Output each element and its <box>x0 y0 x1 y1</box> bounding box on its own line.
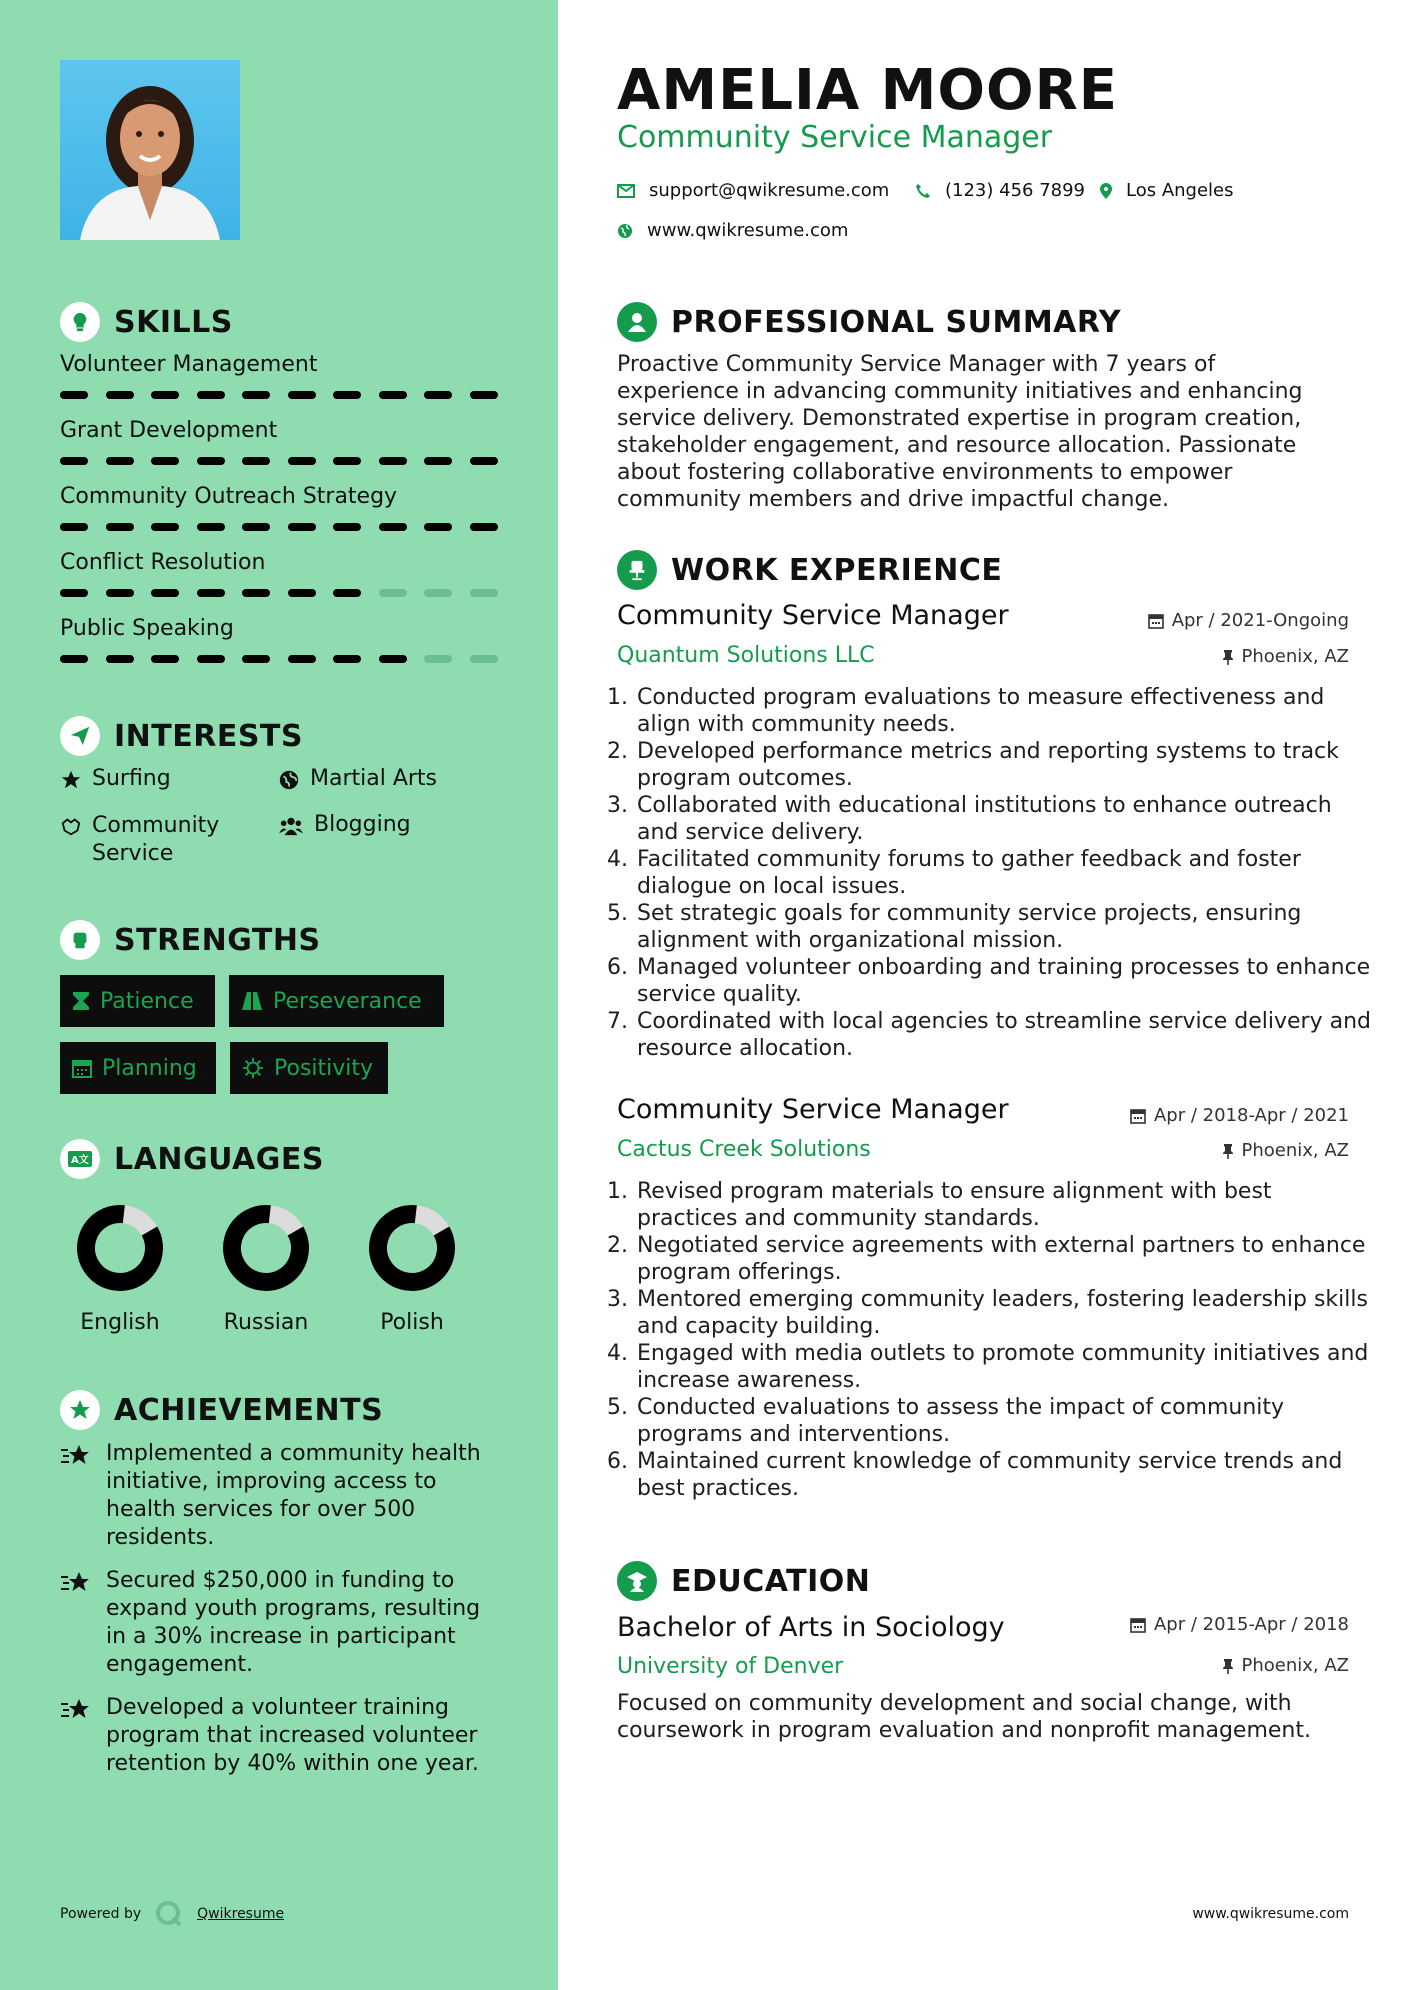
achievement-item <box>60 1440 500 1552</box>
duty-item: 2. Developed performance metrics and reporting systems to track program outcomes. <box>635 738 1375 792</box>
footer-website[interactable]: www.qwikresume.com <box>1192 1906 1349 1922</box>
lightbulb-icon <box>60 302 100 342</box>
section-title: PROFESSIONAL SUMMARY <box>671 304 1122 340</box>
users-icon <box>278 815 304 837</box>
fist-icon <box>60 920 100 960</box>
education-location-text: Phoenix, AZ <box>1241 1655 1349 1676</box>
skill-dash-filled <box>470 523 498 531</box>
sun-icon <box>242 1057 264 1079</box>
section-title: WORK EXPERIENCE <box>671 552 1003 588</box>
section-title: EDUCATION <box>671 1563 871 1599</box>
summary-text: Proactive Community Service Manager with 7 years of experience in advancing community initiatives and enhancing service delivery. Demonstrated expertise in program creation, stakeholder engagement, and resource allocation. Passionate about fostering collaborative environments to empower community members and drive impactful change. <box>617 352 1303 512</box>
email-text: support@qwikresume.com <box>649 180 890 201</box>
powered-by <box>60 1900 284 1928</box>
skill-dash-filled <box>333 589 361 597</box>
skill-dash-filled <box>242 457 270 465</box>
skill-dash-filled <box>197 391 225 399</box>
pushpin-icon <box>1222 1143 1234 1159</box>
skill-dash-filled <box>379 523 407 531</box>
job-dates-text: Apr / 2021-Ongoing <box>1171 610 1349 631</box>
section-title: STRENGTHS <box>114 922 321 958</box>
company-name: Cactus Creek Solutions <box>617 1137 871 1162</box>
skill-dash-filled <box>106 523 134 531</box>
skill-dash-filled <box>379 457 407 465</box>
achievement-text: Developed a volunteer training program that increased volunteer retention by 40% within one year. <box>106 1695 479 1776</box>
duty-item: 6. Maintained current knowledge of community service trends and best practices. <box>635 1448 1375 1502</box>
interest-label: Community Service <box>92 813 220 866</box>
skills-header <box>60 302 233 342</box>
skill-dash-filled <box>242 391 270 399</box>
skill-dash-filled <box>151 391 179 399</box>
strength-tag <box>60 1042 216 1094</box>
contact-website[interactable] <box>617 220 848 241</box>
svg-text:A文: A文 <box>71 1155 89 1166</box>
school-name: University of Denver <box>617 1654 844 1679</box>
job-location-text: Phoenix, AZ <box>1241 1140 1349 1161</box>
handshake-icon <box>60 815 82 837</box>
skill-dash-filled <box>60 457 88 465</box>
location-text: Los Angeles <box>1126 180 1234 201</box>
skill-dash-filled <box>333 391 361 399</box>
interests-header <box>60 716 303 756</box>
contact-phone[interactable] <box>915 180 1085 201</box>
skill-bar <box>60 391 500 399</box>
language-name: Polish <box>380 1310 444 1335</box>
language-name: Russian <box>223 1310 309 1335</box>
language-ring-fill <box>368 1204 456 1292</box>
languages-header <box>60 1139 324 1179</box>
skill-dash-filled <box>151 589 179 597</box>
hourglass-icon <box>72 991 90 1011</box>
section-title: SKILLS <box>114 304 233 340</box>
section-title: INTERESTS <box>114 718 303 754</box>
skill-dash-filled <box>197 457 225 465</box>
map-marker-icon <box>1100 183 1112 199</box>
envelope-icon <box>617 184 635 198</box>
skill-dash-filled <box>242 589 270 597</box>
skill-dash-filled <box>379 655 407 663</box>
skill-name: Conflict Resolution <box>60 550 266 575</box>
skill-dash-empty <box>379 589 407 597</box>
qwikresume-link[interactable]: Qwikresume <box>197 1906 285 1922</box>
strength-label: Planning <box>102 1055 197 1081</box>
pushpin-icon <box>1222 1658 1234 1674</box>
achievement-item <box>60 1694 500 1778</box>
skill-dash-filled <box>151 655 179 663</box>
duty-item: 5. Set strategic goals for community service projects, ensuring alignment with organizational mission. <box>635 900 1375 954</box>
skill-dash-filled <box>470 391 498 399</box>
skill-name: Community Outreach Strategy <box>60 484 398 509</box>
interest-label: Blogging <box>314 812 411 837</box>
graduate-icon <box>617 1561 657 1601</box>
skill-dash-filled <box>106 589 134 597</box>
strengths-header <box>60 920 321 960</box>
skill-dash-empty <box>470 589 498 597</box>
skill-dash-filled <box>288 523 316 531</box>
candidate-role: Community Service Manager <box>617 120 1053 155</box>
degree-title: Bachelor of Arts in Sociology <box>617 1612 1005 1643</box>
duties-list <box>612 1178 1375 1502</box>
achievements-header <box>60 1390 383 1430</box>
interest-item <box>60 766 171 791</box>
achievement-item <box>60 1567 500 1679</box>
job-location <box>1222 1140 1350 1161</box>
skill-dash-filled <box>60 523 88 531</box>
duty-item: 4. Facilitated community forums to gather feedback and foster dialogue on local issues. <box>635 846 1375 900</box>
powered-by-text: Powered by <box>60 1906 142 1922</box>
duty-item: 4. Engaged with media outlets to promote community initiatives and increase awareness. <box>635 1340 1375 1394</box>
interest-label: Surfing <box>92 766 171 791</box>
duty-item: 1. Revised program materials to ensure alignment with best practices and community standards. <box>635 1178 1375 1232</box>
shooting-star-icon <box>60 1696 94 1724</box>
shooting-star-icon <box>60 1442 94 1470</box>
language-ring-fill <box>76 1204 164 1292</box>
skill-dash-filled <box>60 655 88 663</box>
office-chair-icon <box>617 550 657 590</box>
website-text: www.qwikresume.com <box>647 220 849 241</box>
contact-email[interactable] <box>617 180 889 201</box>
skill-dash-filled <box>333 523 361 531</box>
education-dates <box>1130 1614 1349 1635</box>
duty-item: 7. Coordinated with local agencies to streamline service delivery and resource allocation. <box>635 1008 1375 1062</box>
phone-text: (123) 456 7899 <box>945 180 1086 201</box>
skill-dash-filled <box>151 523 179 531</box>
language-ring-fill <box>222 1204 310 1292</box>
paper-plane-icon <box>60 716 100 756</box>
education-location <box>1222 1655 1350 1676</box>
skill-dash-empty <box>424 589 452 597</box>
skill-dash-filled <box>424 457 452 465</box>
skill-dash-filled <box>424 523 452 531</box>
section-title: LANGUAGES <box>114 1141 324 1177</box>
education-dates-text: Apr / 2015-Apr / 2018 <box>1153 1614 1349 1635</box>
skill-name: Volunteer Management <box>60 352 318 377</box>
job-dates <box>1148 610 1349 631</box>
road-icon <box>241 991 263 1011</box>
candidate-name: AMELIA MOORE <box>617 58 1118 123</box>
section-title: ACHIEVEMENTS <box>114 1392 384 1428</box>
job-title: Community Service Manager <box>617 600 1009 631</box>
calendar-icon <box>1130 1617 1146 1633</box>
job-location <box>1222 646 1350 667</box>
skill-bar <box>60 523 500 531</box>
strength-label: Perseverance <box>273 988 422 1014</box>
shooting-star-icon <box>60 1569 94 1597</box>
star-icon <box>60 769 82 791</box>
skill-bar <box>60 589 500 597</box>
award-star-icon <box>60 1390 100 1430</box>
skill-dash-empty <box>470 655 498 663</box>
skill-dash-filled <box>197 589 225 597</box>
skill-dash-filled <box>60 589 88 597</box>
duty-item: 3. Collaborated with educational institutions to enhance outreach and service delivery. <box>635 792 1375 846</box>
skill-dash-filled <box>288 391 316 399</box>
skill-dash-empty <box>424 655 452 663</box>
skill-dash-filled <box>333 457 361 465</box>
skill-bar <box>60 655 500 663</box>
duty-item: 3. Mentored emerging community leaders, fostering leadership skills and capacity building. <box>635 1286 1375 1340</box>
duties-list <box>612 684 1375 1062</box>
interest-item <box>278 766 437 791</box>
job-location-text: Phoenix, AZ <box>1241 646 1349 667</box>
profile-photo <box>60 60 240 240</box>
duty-item: 5. Conducted evaluations to assess the impact of community programs and interventions. <box>635 1394 1375 1448</box>
sidebar <box>0 0 558 1990</box>
skill-dash-filled <box>470 457 498 465</box>
skill-dash-filled <box>288 457 316 465</box>
duty-item: 2. Negotiated service agreements with external partners to enhance program offerings. <box>635 1232 1375 1286</box>
job-dates <box>1130 1105 1349 1126</box>
skill-dash-filled <box>242 523 270 531</box>
duty-item: 1. Conducted program evaluations to measure effectiveness and align with community needs. <box>635 684 1375 738</box>
skill-dash-filled <box>151 457 179 465</box>
job-title: Community Service Manager <box>617 1094 1009 1125</box>
skill-dash-filled <box>288 655 316 663</box>
language-ring <box>222 1204 310 1292</box>
calendar-icon <box>1148 613 1164 629</box>
language-icon <box>60 1139 100 1179</box>
language-ring <box>368 1204 456 1292</box>
user-icon <box>617 302 657 342</box>
interest-item <box>60 812 260 868</box>
strength-label: Positivity <box>274 1055 374 1081</box>
language-ring <box>76 1204 164 1292</box>
phone-icon <box>915 183 931 199</box>
skill-dash-filled <box>379 391 407 399</box>
globe-icon <box>617 223 633 239</box>
skill-dash-filled <box>197 523 225 531</box>
pushpin-icon <box>1222 649 1234 665</box>
strength-tag <box>229 975 444 1027</box>
skill-dash-filled <box>60 391 88 399</box>
skill-dash-filled <box>424 391 452 399</box>
language-name: English <box>80 1310 160 1335</box>
summary-header <box>617 302 1121 342</box>
achievement-text: Implemented a community health initiative, improving access to health services for over 500 residents. <box>106 1441 481 1550</box>
strength-tag <box>60 975 215 1027</box>
skill-dash-filled <box>197 655 225 663</box>
company-name: Quantum Solutions LLC <box>617 643 875 668</box>
contact-location <box>1100 180 1234 201</box>
calendar-icon <box>72 1058 92 1078</box>
duty-item: 6. Managed volunteer onboarding and training processes to enhance service quality. <box>635 954 1375 1008</box>
skill-dash-filled <box>106 391 134 399</box>
education-description: Focused on community development and social change, with coursework in program evaluation and nonprofit management. <box>617 1691 1311 1743</box>
skill-name: Grant Development <box>60 418 278 443</box>
qwikresume-logo-icon <box>155 1900 183 1928</box>
skill-dash-filled <box>333 655 361 663</box>
job-dates-text: Apr / 2018-Apr / 2021 <box>1153 1105 1349 1126</box>
achievement-text: Secured $250,000 in funding to expand youth programs, resulting in a 30% increase in participant engagement. <box>106 1568 481 1677</box>
strength-label: Patience <box>100 988 194 1014</box>
skill-bar <box>60 457 500 465</box>
globe-icon <box>278 769 300 791</box>
education-header <box>617 1561 870 1601</box>
experience-header <box>617 550 1002 590</box>
skill-dash-filled <box>106 457 134 465</box>
skill-dash-filled <box>288 589 316 597</box>
skill-dash-filled <box>106 655 134 663</box>
calendar-icon <box>1130 1108 1146 1124</box>
skill-name: Public Speaking <box>60 616 234 641</box>
strength-tag <box>230 1042 388 1094</box>
interest-label: Martial Arts <box>310 766 438 791</box>
interest-item <box>278 812 411 837</box>
skill-dash-filled <box>242 655 270 663</box>
